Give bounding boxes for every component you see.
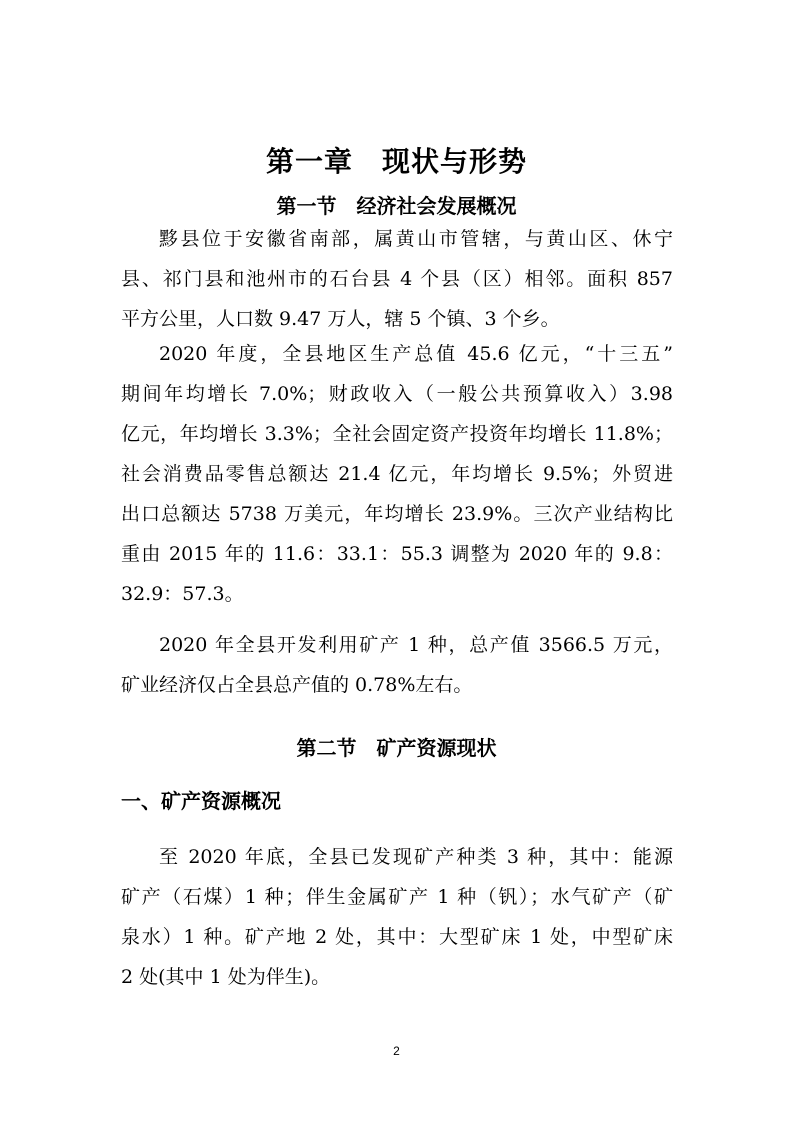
subsection-title: 一、矿产资源概况 <box>121 789 281 813</box>
paragraph-line: 期间年均增长 7.0%；财政收入（一般公共预算收入）3.98 <box>121 383 673 405</box>
paragraph-line: 2 处(其中 1 处为伴生)。 <box>121 966 331 988</box>
paragraph-line: 县、祁门县和池州市的石台县 4 个县（区）相邻。面积 857 <box>121 268 673 290</box>
section-title: 第二节 矿产资源现状 <box>296 736 497 760</box>
chapter-title: 第一章 现状与形势 <box>265 145 527 178</box>
paragraph-line: 矿产（石煤）1 种；伴生金属矿产 1 种（钒）；水气矿产（矿 <box>121 886 673 908</box>
paragraph-line: 矿业经济仅占全县总产值的 0.78%左右。 <box>121 674 473 696</box>
paragraph-line: 黟县位于安徽省南部，属黄山市管辖，与黄山区、休宁 <box>159 228 673 250</box>
paragraph-line: 2020 年度，全县地区生产总值 45.6 亿元，“十三五” <box>159 343 673 365</box>
paragraph-line: 亿元，年均增长 3.3%；全社会固定资产投资年均增长 11.8%； <box>121 423 673 445</box>
paragraph <box>121 625 673 705</box>
paragraph-line: 重由 2015 年的 11.6：33.1：55.3 调整为 2020 年的 9.8： <box>121 543 673 565</box>
page-number: 2 <box>393 1044 400 1058</box>
paragraph-line: 2020 年全县开发利用矿产 1 种，总产值 3566.5 万元， <box>159 634 673 656</box>
paragraph-line: 出口总额达 5738 万美元，年均增长 23.9%。三次产业结构比 <box>121 503 673 525</box>
paragraph <box>121 219 673 339</box>
paragraph-line: 至 2020 年底，全县已发现矿产种类 3 种，其中：能源 <box>159 846 673 868</box>
paragraph-line: 泉水）1 种。矿产地 2 处，其中：大型矿床 1 处，中型矿床 <box>121 926 673 948</box>
paragraph-line: 社会消费品零售总额达 21.4 亿元，年均增长 9.5%；外贸进 <box>121 463 673 485</box>
paragraph-line: 32.9：57.3。 <box>121 583 244 605</box>
section-title: 第一节 经济社会发展概况 <box>276 194 517 218</box>
paragraph <box>121 334 673 614</box>
paragraph-line: 平方公里，人口数 9.47 万人，辖 5 个镇、3 个乡。 <box>121 308 560 330</box>
paragraph <box>121 837 673 997</box>
